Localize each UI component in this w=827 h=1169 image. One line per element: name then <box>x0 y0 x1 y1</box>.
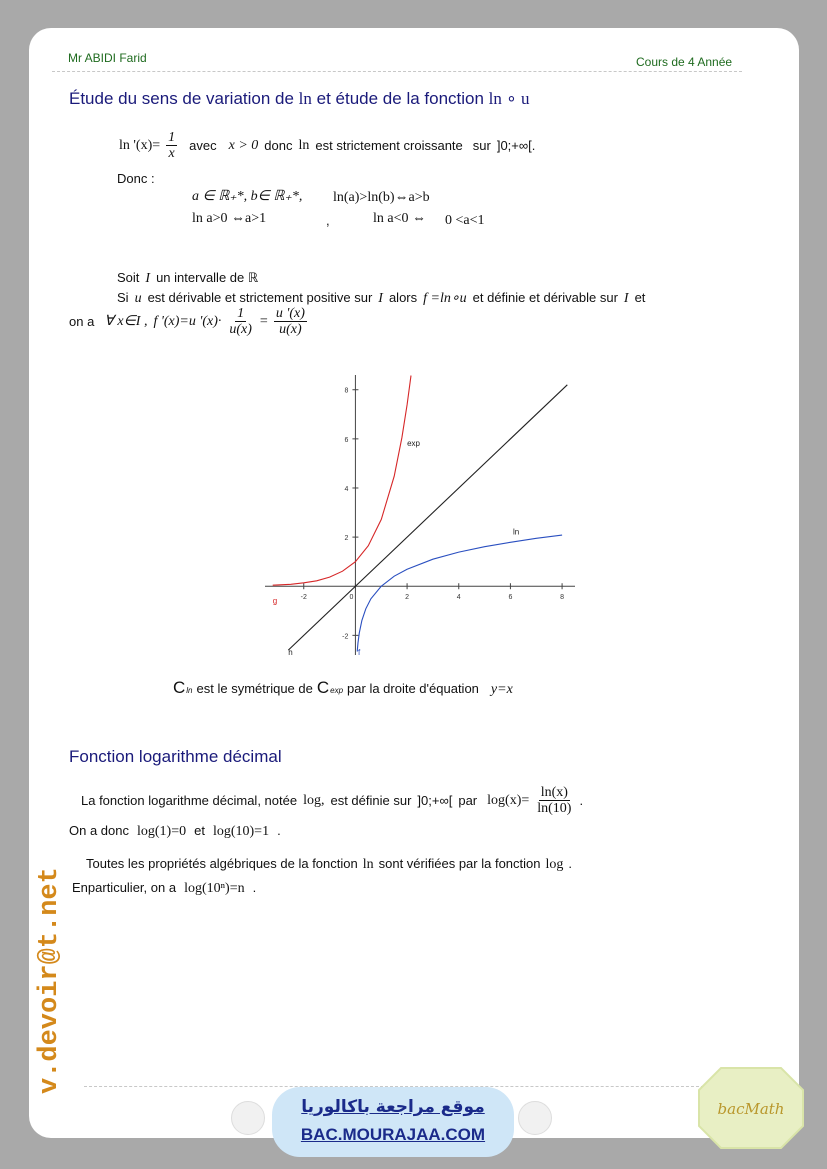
frac2-num: u '(x) <box>275 306 305 321</box>
deriv-fraction <box>166 130 177 162</box>
watermark <box>14 858 74 1098</box>
si-u: u <box>134 291 142 306</box>
function-chart <box>265 375 575 655</box>
badge-text: bacMath <box>717 1100 785 1118</box>
footer-site-link[interactable]: BAC.MOURAJAA.COM <box>300 1125 486 1144</box>
frac1-den: u(x) <box>229 322 252 338</box>
y-tick-label: 6 <box>344 436 349 444</box>
log-num: ln(x) <box>540 785 568 800</box>
x-tick-label: 4 <box>456 594 461 602</box>
footer-banner[interactable] <box>272 1087 514 1157</box>
prop-equiv: ln(a)>ln(b)⇔a>b <box>333 190 430 205</box>
si-text: Si <box>117 290 129 305</box>
derivative-line <box>119 130 535 162</box>
watermark-text: v.devoir@t.net <box>35 867 65 1094</box>
si-I: I <box>378 291 383 306</box>
section1-title <box>69 89 530 109</box>
x-tick-label: 8 <box>560 594 565 602</box>
croissante-text: est strictement croissante <box>315 138 463 154</box>
fprime-expr: f '(x)=u '(x)· <box>153 313 222 329</box>
frac1-num: 1 <box>237 306 245 321</box>
prop-neg-rhs: 0 <a<1 <box>445 213 485 228</box>
title-middle: et étude de la fonction <box>316 89 484 108</box>
series-h-line <box>288 385 567 650</box>
et-def: et définie et dérivable sur <box>472 290 618 305</box>
dot3: . <box>252 880 257 895</box>
prop-neg: ln a<0 ⇔ <box>373 211 426 226</box>
y-tick-label: 4 <box>344 485 349 493</box>
header-rule <box>52 71 742 72</box>
log-pow-expr: log(10ⁿ)=n <box>184 881 245 896</box>
log-def-mid: est définie sur <box>330 793 412 809</box>
forall-expr: ∀ x∈I , <box>104 314 148 330</box>
x-tick-label: 6 <box>508 594 513 602</box>
c-exp-sub: exp <box>330 686 344 695</box>
donc-text: donc <box>264 138 293 154</box>
author-name: Mr ABIDI Farid <box>68 51 147 65</box>
soit-rest: un intervalle de ℝ <box>156 270 259 285</box>
log-interval: ]0;+∞[ <box>417 793 453 809</box>
symmetry-eq: y=x <box>490 682 513 697</box>
p2-mid: sont vérifiées par la fonction <box>378 856 541 871</box>
label-h: h <box>288 648 293 655</box>
sur-text: sur <box>472 138 491 154</box>
c-ln-letter: C <box>173 678 186 697</box>
ln-word: ln <box>298 137 310 153</box>
avec-text: avec <box>189 138 217 154</box>
log-def-line <box>81 785 583 817</box>
symmetry-line <box>173 678 513 698</box>
et-text: et <box>634 290 646 305</box>
right-logo-icon <box>518 1101 552 1135</box>
label-exp: exp <box>407 439 420 449</box>
symmetry-text2: par la droite d'équation <box>347 681 479 696</box>
title-ln: ln <box>298 89 312 108</box>
label-g: g <box>272 596 278 606</box>
f-def: f =ln∘u <box>423 291 467 306</box>
properties-line <box>86 856 572 873</box>
label-f: f <box>358 648 361 655</box>
prop-comma: , <box>326 213 330 228</box>
log-dot: . <box>579 793 584 809</box>
x-tick-label: 0 <box>349 594 354 602</box>
title-prefix: Étude du sens de variation de <box>69 89 294 108</box>
p2-pre: Toutes les propriétés algébriques de la fonction <box>86 856 358 871</box>
on-a-donc-line <box>69 823 281 840</box>
si-mid: est dérivable et strictement positive sur <box>147 290 373 305</box>
y-tick-label: -2 <box>342 633 349 641</box>
cond-x: x > 0 <box>228 137 259 153</box>
log10-expr: log(10)=1 <box>212 824 270 839</box>
log-fraction <box>535 785 573 817</box>
section2-title: Fonction logarithme décimal <box>69 747 282 766</box>
on-a-line <box>69 306 307 338</box>
p2-dot: . <box>568 856 573 871</box>
et2-text: et <box>194 823 205 838</box>
x-tick-label: -2 <box>300 594 307 602</box>
soit-line <box>117 270 258 287</box>
frac1 <box>227 306 254 338</box>
on-a-text: on a <box>69 314 95 330</box>
equals-sign: = <box>259 313 268 329</box>
label-ln: ln <box>513 527 520 537</box>
prop-a: a ∈ ℝ₊*, b∈ ℝ₊*, <box>192 189 303 204</box>
particular-line <box>72 880 256 897</box>
left-logo-icon <box>231 1101 265 1135</box>
log1-expr: log(1)=0 <box>137 824 187 839</box>
donc-label: Donc : <box>117 171 155 186</box>
par-text: par <box>458 793 478 809</box>
alors-text: alors <box>388 290 418 305</box>
x-tick-label: 2 <box>405 594 410 602</box>
et-I: I <box>623 291 629 306</box>
log-den: ln(10) <box>537 801 572 817</box>
y-tick-label: 8 <box>344 387 349 395</box>
on-a-donc-text: On a donc <box>69 823 129 838</box>
frac2-den: u(x) <box>279 322 302 338</box>
prop-pos: ln a>0 ⇔a>1 <box>192 211 267 226</box>
bacmath-badge <box>697 1066 805 1150</box>
footer-arabic: موقع مراجعة باكالوريا <box>301 1097 485 1117</box>
log-word: log, <box>303 792 325 808</box>
deriv-den: x <box>168 146 175 162</box>
en-part-text: Enparticulier, on a <box>72 880 177 895</box>
interval-text: ]0;+∞[. <box>496 138 536 154</box>
log-def-text: La fonction logarithme décimal, notée <box>81 793 298 809</box>
c-exp-letter: C <box>316 678 330 697</box>
p2-ln: ln <box>362 857 374 872</box>
soit-text: Soit <box>117 270 140 285</box>
dot2: . <box>277 823 281 838</box>
soit-I: I <box>145 271 151 286</box>
p2-log: log <box>545 857 564 872</box>
frac2 <box>274 306 307 338</box>
course-label: Cours de 4 Année <box>636 55 733 69</box>
deriv-lhs: ln '(x)= <box>119 137 161 153</box>
title-compose: ln ∘ u <box>488 89 530 108</box>
si-line <box>117 290 645 307</box>
symmetry-text: est le symétrique de <box>196 681 313 696</box>
deriv-num: 1 <box>168 130 176 145</box>
log-lhs: log(x)= <box>487 792 530 808</box>
c-ln-sub: ln <box>186 686 193 695</box>
y-tick-label: 2 <box>344 535 349 543</box>
